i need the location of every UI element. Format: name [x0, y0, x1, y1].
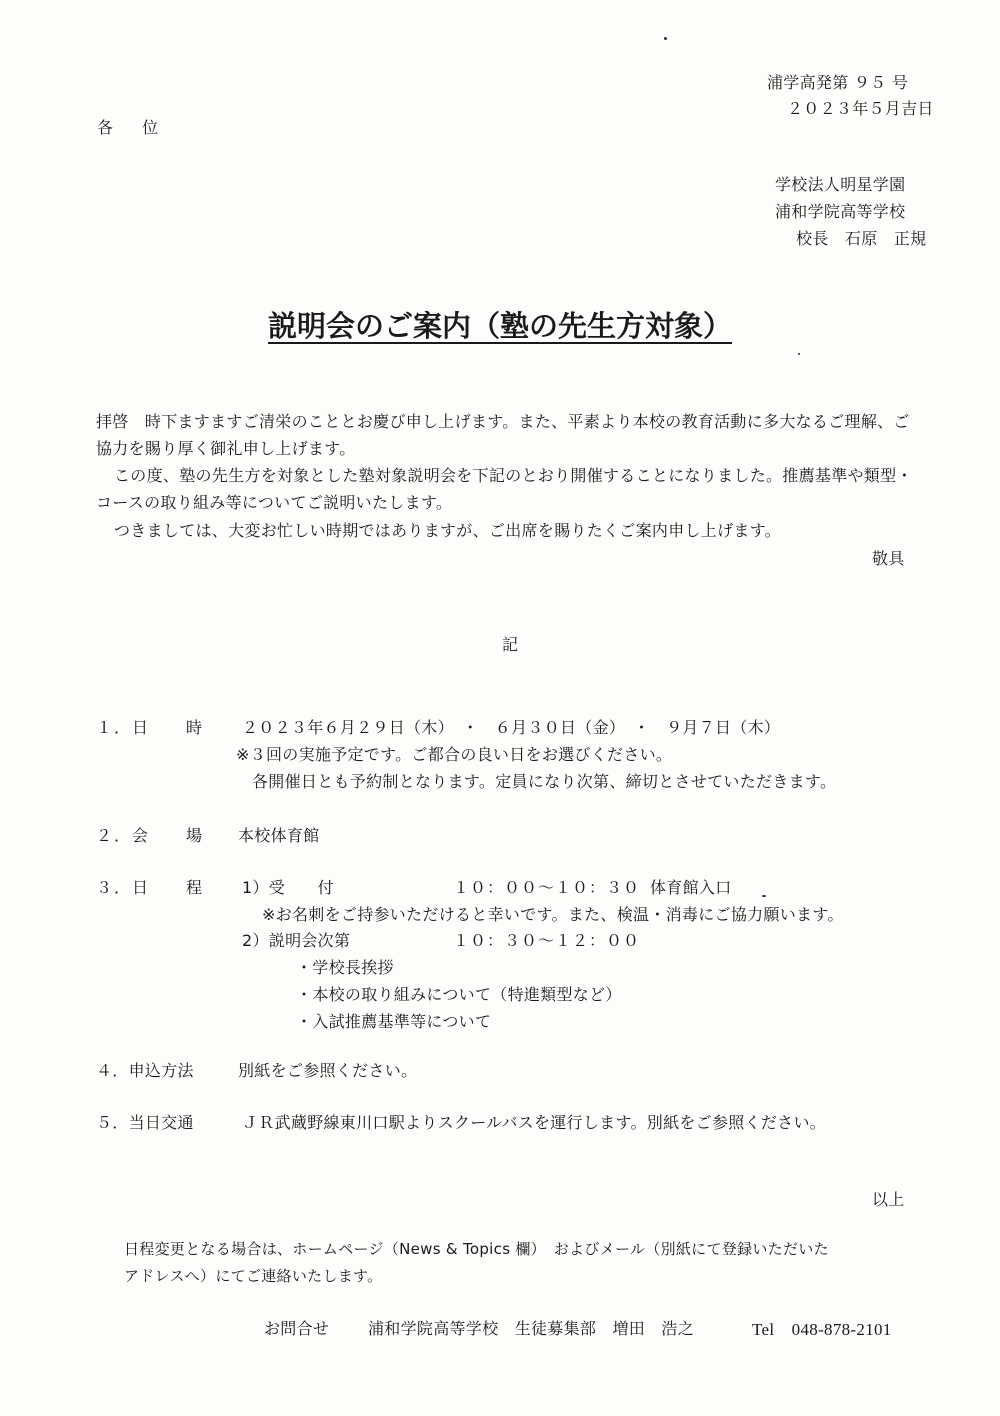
schedule-reception-place: 体育館入口	[650, 878, 732, 897]
schedule-reception-label: 1）受 付	[242, 878, 334, 897]
page-title: 説明会のご案内（塾の先生方対象）	[267, 309, 732, 343]
contact-tel: Tel 048-878-2101	[752, 1320, 892, 1339]
paragraph-1-line-2: 協力を賜り厚く御礼申し上げます。	[96, 439, 356, 458]
schedule-reception-time: １０：００〜１０：３０	[453, 878, 641, 897]
notice-line-1: 日程変更となる場合は、ホームページ（News & Topics 欄） およびメール（別紙にて登録いただいた	[124, 1240, 829, 1258]
scan-speck	[664, 37, 667, 40]
item-1-note-1: ※３回の実施予定です。ご都合の良い日をお選びください。	[236, 745, 673, 764]
item-4-label: ４．申込方法	[96, 1061, 194, 1080]
agenda-item-2: ・本校の取り組みについて（特進類型など）	[296, 985, 622, 1004]
item-5-value: ＪＲ武蔵野線東川口駅よりスクールバスを運行します。別紙をご参照ください。	[242, 1113, 827, 1132]
item-1-label: １．日 時	[96, 718, 205, 737]
document-date: ２０２３年５月吉日	[787, 99, 934, 118]
contact-label: お問合せ	[264, 1319, 330, 1338]
item-1-dates: ２０２３年６月２９日（木） ・ ６月３０日（金） ・ ９月７日（木）	[242, 718, 781, 737]
paragraph-2-line-2: コースの取り組み等についてご説明いたします。	[96, 493, 453, 512]
notice-line-2: アドレスへ）にてご連絡いたします。	[124, 1267, 383, 1285]
paragraph-1-line-1: 拝啓 時下ますますご清栄のこととお慶び申し上げます。また、平素より本校の教育活動に多大なるご理解、ご	[96, 412, 910, 431]
sender-org: 学校法人明星学園	[775, 175, 906, 194]
paragraph-3-line-1: つきましては、大変お忙しい時期ではありますが、ご出席を賜りたくご案内申し上げます。	[114, 521, 782, 540]
closing-keigu: 敬具	[872, 549, 905, 568]
sender-principal: 校長 石原 正規	[796, 229, 927, 248]
contact-school: 浦和学院高等学校 生徒募集部 増田 浩之	[368, 1319, 695, 1338]
scan-speck	[798, 353, 800, 355]
scan-speck	[762, 895, 766, 897]
schedule-briefing-time: １０：３０〜１２：００	[453, 931, 641, 950]
item-2-venue: 本校体育館	[238, 826, 320, 845]
schedule-briefing-label: 2）説明会次第	[242, 931, 351, 950]
item-4-value: 別紙をご参照ください。	[238, 1061, 418, 1080]
agenda-item-1: ・学校長挨拶	[296, 958, 394, 977]
paragraph-2-line-1: この度、塾の先生方を対象とした塾対象説明会を下記のとおり開催することになりました。推薦基準や類型・	[114, 466, 913, 485]
recipient: 各 位	[97, 118, 171, 137]
item-5-label: ５．当日交通	[96, 1113, 194, 1132]
item-1-note-2: 各開催日とも予約制となります。定員になり次第、締切とさせていただきます。	[252, 772, 837, 791]
ijou-closing: 以上	[872, 1190, 905, 1209]
document-number: 浦学高発第 ９５ 号	[767, 73, 909, 92]
schedule-reception-note: ※お名刺をご持参いただけると幸いです。また、検温・消毒にご協力願います。	[262, 905, 844, 924]
agenda-item-3: ・入試推薦基準等について	[296, 1012, 492, 1031]
ki-heading: 記	[502, 635, 519, 654]
item-3-label: ３．日 程	[96, 878, 205, 897]
sender-school: 浦和学院高等学校	[775, 202, 906, 221]
item-2-label: ２．会 場	[96, 826, 205, 845]
